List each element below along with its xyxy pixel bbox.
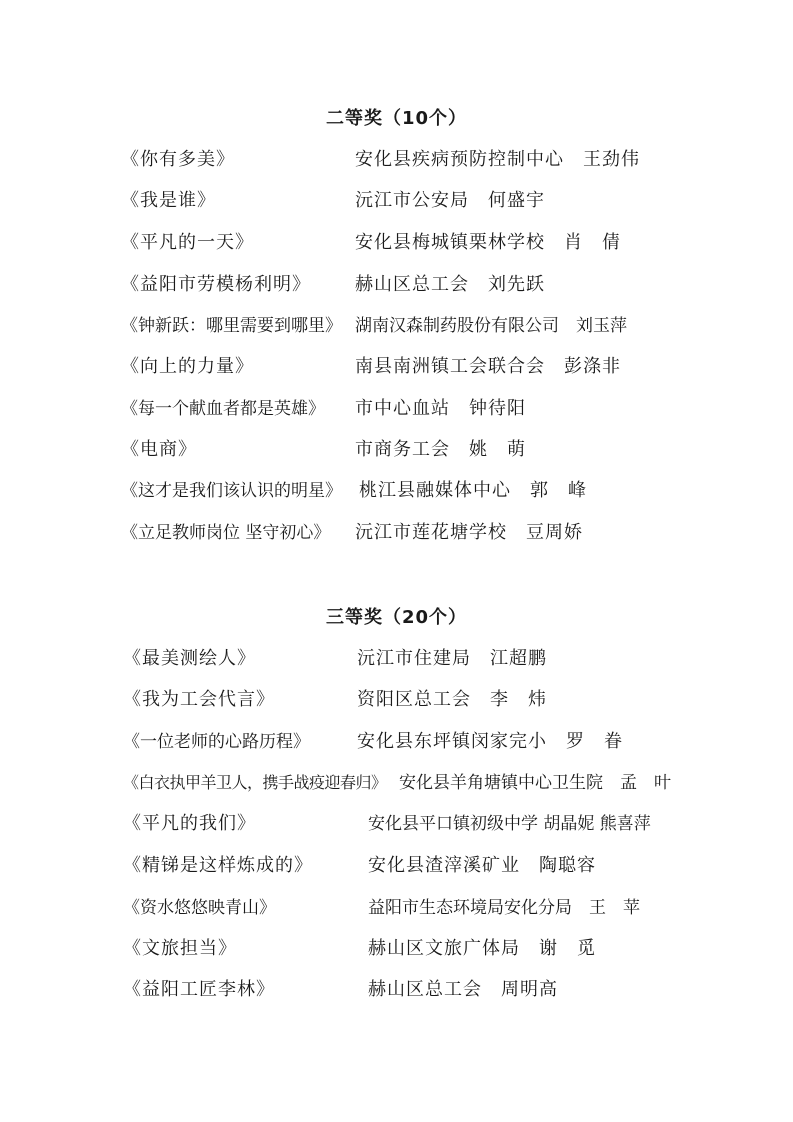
org-author: 桃江县融媒体中心 郭 峰	[359, 480, 587, 501]
work-title: 《益阳市劳模杨利明》	[121, 274, 311, 295]
work-title: 《向上的力量》	[121, 356, 254, 377]
org-author: 资阳区总工会 李 炜	[357, 689, 547, 710]
work-title: 《立足教师岗位 坚守初心》	[121, 523, 331, 543]
work-title: 《我是谁》	[121, 190, 216, 211]
org-author: 安化县东坪镇闵家完小 罗 眷	[357, 731, 623, 752]
section-title-second-prize: 二等奖（10个）	[325, 108, 468, 129]
list-item	[121, 394, 681, 424]
list-item	[121, 311, 681, 341]
list-item	[121, 352, 681, 382]
org-author: 沅江市莲花塘学校 豆周娇	[355, 522, 583, 543]
list-item	[123, 975, 683, 1005]
org-author: 市中心血站 钟待阳	[355, 398, 526, 419]
list-item	[123, 893, 683, 923]
org-author: 益阳市生态环境局安化分局 王 苹	[368, 898, 640, 918]
list-item	[121, 228, 681, 258]
section-title-third-prize: 三等奖（20个）	[325, 607, 468, 628]
org-author: 赫山区总工会 刘先跃	[355, 274, 545, 295]
list-item	[121, 270, 681, 300]
list-item	[121, 186, 681, 216]
work-title: 《最美测绘人》	[123, 648, 256, 669]
list-item	[123, 644, 683, 674]
work-title: 《资水悠悠映青山》	[123, 898, 276, 918]
work-title: 《白衣执甲羊卫人，携手战疫迎春归》	[123, 773, 387, 792]
list-item	[123, 727, 683, 757]
work-title: 《这才是我们该认识的明星》	[121, 481, 342, 501]
work-title: 《你有多美》	[121, 149, 235, 170]
org-author: 市商务工会 姚 萌	[355, 439, 526, 460]
work-title: 《一位老师的心路历程》	[123, 732, 310, 752]
work-title: 《我为工会代言》	[123, 689, 275, 710]
list-item	[121, 518, 681, 548]
list-item	[121, 435, 681, 465]
org-author: 安化县渣滓溪矿业 陶聪容	[368, 855, 596, 876]
org-author: 赫山区文旅广体局 谢 觅	[368, 938, 596, 959]
list-item	[121, 476, 681, 506]
work-title: 《电商》	[121, 439, 197, 460]
work-title: 《文旅担当》	[123, 938, 237, 959]
list-item	[123, 809, 683, 839]
org-author: 沅江市住建局 江超鹏	[357, 648, 547, 669]
work-title: 《每一个献血者都是英雄》	[121, 399, 325, 419]
work-title: 《益阳工匠李林》	[123, 979, 275, 1000]
work-title: 《精锑是这样炼成的》	[123, 855, 313, 876]
org-author: 安化县疾病预防控制中心 王劲伟	[355, 149, 640, 170]
org-author: 安化县梅城镇栗林学校 肖 倩	[355, 232, 621, 253]
list-item	[121, 145, 681, 175]
org-author: 湖南汉森制药股份有限公司 刘玉萍	[355, 316, 627, 336]
list-item	[123, 685, 683, 715]
work-title: 《钟新跃：哪里需要到哪里》	[121, 316, 342, 336]
work-title: 《平凡的一天》	[121, 232, 254, 253]
org-author: 赫山区总工会 周明高	[368, 979, 558, 1000]
org-author: 沅江市公安局 何盛宇	[355, 190, 545, 211]
list-item	[123, 934, 683, 964]
list-item	[123, 851, 683, 881]
work-title: 《平凡的我们》	[123, 813, 256, 834]
list-item	[123, 768, 683, 798]
org-author: 安化县羊角塘镇中心卫生院 孟 叶	[399, 773, 671, 793]
org-author: 安化县平口镇初级中学 胡晶妮 熊喜萍	[368, 814, 651, 834]
org-author: 南县南洲镇工会联合会 彭涤非	[355, 356, 621, 377]
